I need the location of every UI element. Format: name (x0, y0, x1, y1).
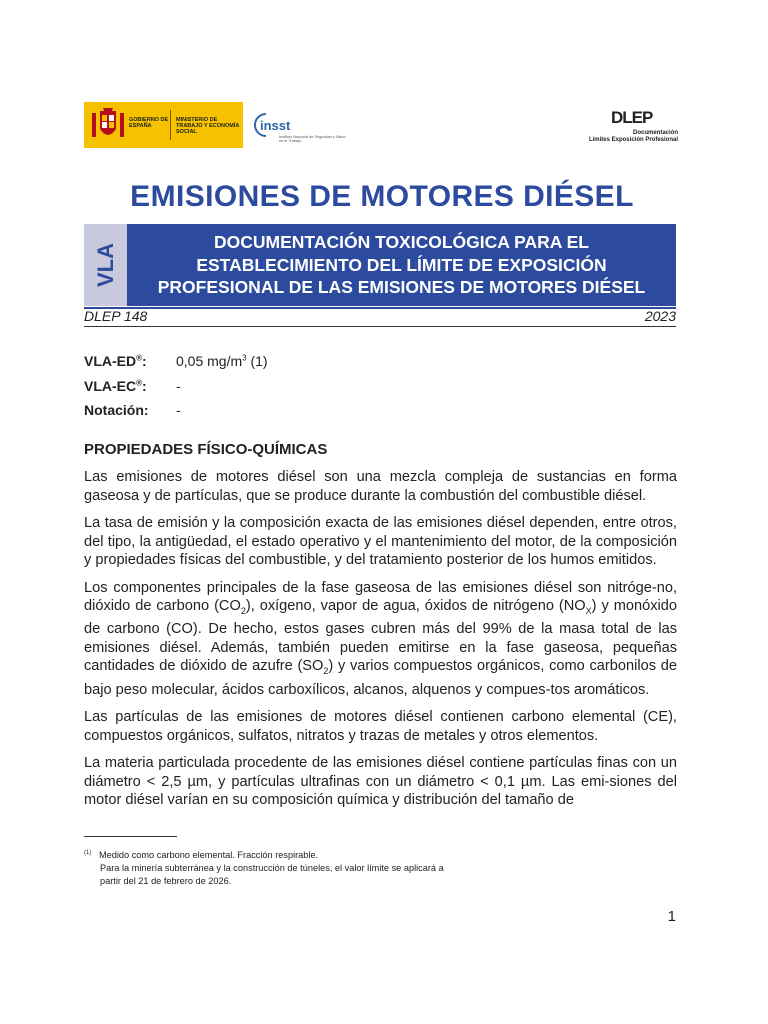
footnote-divider (84, 836, 177, 837)
divider-top (84, 307, 676, 309)
dlep-subtitle-1: Documentación (632, 130, 678, 136)
paragraph-3: Los componentes principales de la fase gaseosa de las emisiones diésel son nitróge-no, dióxido de carbono $(CO_2)$, oxígeno, vapor de agua, óxidos de nitrógeno $(NO_X)$ y monóxido de carbono (CO). De hecho, estos gases cubren más del 99% de la masa total de las emisiones diésel. Además, también pueden emitirse en la fase gaseosa, pequeñas cantidades de dióxido de azufre $(SO_2)$ y varios compuestos orgánicos, como carbonilos de bajo peso molecular, ácidos carboxílicos, alcanos, alquenos y compues-tos aromáticos. (84, 579, 677, 698)
page-title: EMISIONES DE MOTORES DIÉSEL (130, 180, 634, 213)
paragraph-2: La tasa de emisión y la composición exacta de las emisiones diésel dependen, entre otros, del tipo, la antigüedad, el estado operativo y el mantenimiento del motor, de la composición y propiedades físicas del combustible, y del tratamiento posterior de los humos emitidos. (84, 515, 677, 568)
divider-bottom (84, 326, 676, 327)
doc-year: 2023 (644, 308, 676, 324)
gobierno-espana-logo (84, 102, 243, 148)
paragraph-4: Las partículas de las emisiones de motores diésel contienen carbono elemental (CE), compuestos orgánicos, sulfatos, nitratos y trazas de metales y otros elementos. (84, 709, 677, 744)
notacion-label: Notación: (84, 402, 149, 418)
coat-of-arms-icon (91, 107, 125, 143)
vla-ec-value: - (176, 378, 181, 394)
vla-ec-label: VLA-EC®: (84, 378, 147, 394)
footnote-line-2: Para la minería subterránea y la construcción de túneles, el valor límite se aplicará a (100, 863, 444, 874)
insst-subtitle: Instituto Nacional de Seguridad y Salud en el Trabajo (279, 135, 346, 144)
section-heading: PROPIEDADES FÍSICO-QUÍMICAS (84, 441, 328, 458)
body-text (84, 468, 677, 819)
subtitle-line-3: PROFESIONAL DE LAS EMISIONES DE MOTORES DIÉSEL (157, 277, 646, 297)
paragraph-5: La materia particulada procedente de las emisiones diésel contiene partículas finas con un diámetro < 2,5 µm, y partículas ultrafinas con un diámetro < 0,1 µm. Las emi-siones del motor diésel varían en su composición química y distribución del tamaño de (84, 755, 677, 809)
insst-name: insst (260, 118, 291, 133)
notacion-value: - (176, 402, 181, 418)
paragraph-1: Las emisiones de motores diésel son una mezcla compleja de sustancias en forma gaseosa y de partículas, que se produce durante la combustión del combustible diésel. (84, 469, 677, 504)
vla-ed-value: 0,05 $mg/m^3$ (1) (176, 353, 268, 369)
page-number: 1 (667, 908, 676, 925)
logo-divider (170, 110, 171, 140)
subtitle-text (127, 231, 676, 299)
dlep-mark: DLEP (611, 108, 653, 127)
vla-tag (84, 224, 127, 306)
vla-ed-label: VLA-ED®: (84, 353, 147, 369)
subtitle-line-1: DOCUMENTACIÓN TOXICOLÓGICA PARA EL (214, 232, 589, 252)
ministerio-text: MINISTERIO DE TRABAJO Y ECONOMÍA SOCIAL (176, 117, 240, 135)
footnote (84, 847, 584, 888)
insst-logo (248, 102, 348, 148)
subtitle-line-2: ESTABLECIMIENTO DEL LÍMITE DE EXPOSICIÓN (196, 254, 607, 275)
vla-tag-label: VLA (92, 243, 118, 287)
footnote-line-3: partir del 21 de febrero de 2026. (100, 876, 232, 887)
dlep-subtitle-2: Límites Exposición Profesional (588, 137, 678, 143)
dlep-logo (582, 108, 678, 148)
gobierno-text: GOBIERNO DE ESPAÑA (129, 117, 169, 129)
footnote-line-1: $^{(1)}$ Medido como carbono elemental. Fracción respirable. (84, 850, 319, 861)
doc-number: DLEP 148 (84, 308, 148, 324)
